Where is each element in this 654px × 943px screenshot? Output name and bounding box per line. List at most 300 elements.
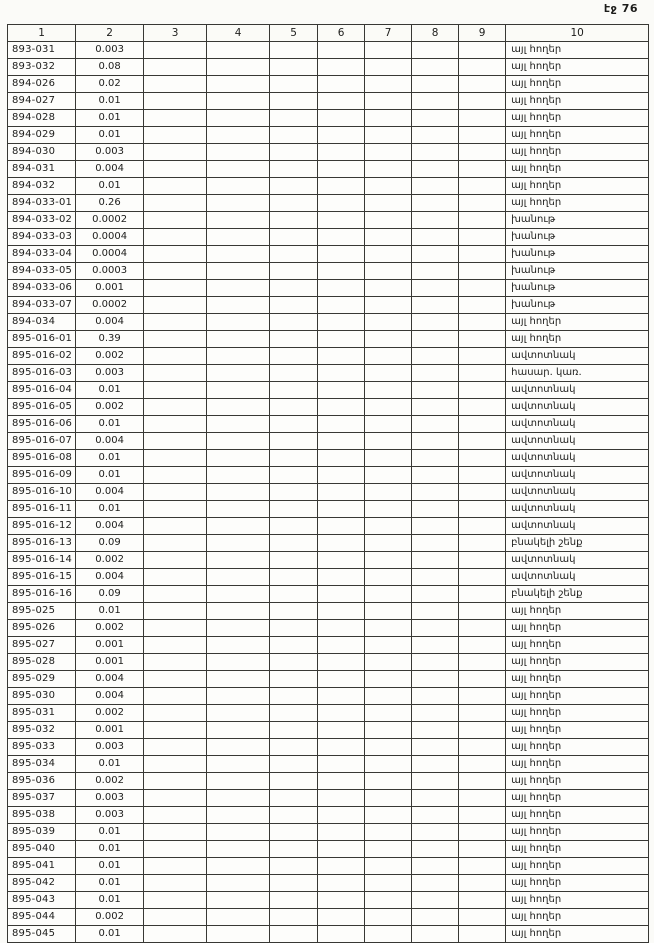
empty-cell [144, 484, 207, 501]
empty-cell [318, 858, 365, 875]
area-value-cell: 0.09 [76, 586, 144, 603]
empty-cell [412, 739, 459, 756]
empty-cell [318, 790, 365, 807]
empty-cell [412, 875, 459, 892]
empty-cell [144, 76, 207, 93]
empty-cell [459, 909, 506, 926]
land-type-cell: այլ հողեր [506, 739, 649, 756]
empty-cell [459, 552, 506, 569]
table-row [8, 229, 649, 246]
area-value-cell: 0.08 [76, 59, 144, 76]
empty-cell [459, 280, 506, 297]
empty-cell [365, 348, 412, 365]
empty-cell [207, 926, 270, 943]
empty-cell [270, 773, 318, 790]
empty-cell [144, 42, 207, 59]
empty-cell [365, 382, 412, 399]
empty-cell [144, 552, 207, 569]
land-type-cell: այլ հողեր [506, 909, 649, 926]
parcel-id-cell: 894-027 [8, 93, 76, 110]
area-value-cell: 0.004 [76, 671, 144, 688]
empty-cell [318, 501, 365, 518]
land-type-cell: այլ հողեր [506, 671, 649, 688]
empty-cell [270, 76, 318, 93]
empty-cell [365, 246, 412, 263]
area-value-cell: 0.004 [76, 569, 144, 586]
empty-cell [207, 161, 270, 178]
empty-cell [144, 331, 207, 348]
empty-cell [144, 603, 207, 620]
empty-cell [318, 93, 365, 110]
empty-cell [270, 229, 318, 246]
empty-cell [144, 450, 207, 467]
empty-cell [144, 161, 207, 178]
parcel-id-cell: 894-033-01 [8, 195, 76, 212]
empty-cell [144, 382, 207, 399]
parcel-id-cell: 895-042 [8, 875, 76, 892]
area-value-cell: 0.004 [76, 161, 144, 178]
table-row [8, 416, 649, 433]
empty-cell [144, 127, 207, 144]
empty-cell [270, 552, 318, 569]
empty-cell [412, 110, 459, 127]
empty-cell [144, 739, 207, 756]
empty-cell [270, 501, 318, 518]
table-row [8, 246, 649, 263]
empty-cell [318, 127, 365, 144]
parcel-id-cell: 895-033 [8, 739, 76, 756]
table-row [8, 892, 649, 909]
empty-cell [412, 603, 459, 620]
parcel-id-cell: 895-016-04 [8, 382, 76, 399]
empty-cell [207, 212, 270, 229]
empty-cell [270, 807, 318, 824]
empty-cell [207, 467, 270, 484]
empty-cell [207, 416, 270, 433]
empty-cell [365, 280, 412, 297]
area-value-cell: 0.01 [76, 756, 144, 773]
parcel-id-cell: 895-036 [8, 773, 76, 790]
empty-cell [318, 739, 365, 756]
empty-cell [144, 229, 207, 246]
empty-cell [270, 739, 318, 756]
empty-cell [207, 314, 270, 331]
empty-cell [318, 654, 365, 671]
empty-cell [270, 841, 318, 858]
table-row [8, 773, 649, 790]
area-value-cell: 0.002 [76, 552, 144, 569]
area-value-cell: 0.0004 [76, 246, 144, 263]
empty-cell [270, 671, 318, 688]
empty-cell [412, 773, 459, 790]
empty-cell [270, 790, 318, 807]
empty-cell [144, 416, 207, 433]
empty-cell [365, 756, 412, 773]
empty-cell [318, 637, 365, 654]
land-type-cell: այլ հողեր [506, 790, 649, 807]
area-value-cell: 0.003 [76, 790, 144, 807]
empty-cell [412, 59, 459, 76]
table-row [8, 382, 649, 399]
table-row [8, 586, 649, 603]
empty-cell [365, 824, 412, 841]
land-type-cell: ավտոտնակ [506, 501, 649, 518]
parcel-id-cell: 894-033-04 [8, 246, 76, 263]
land-type-cell: այլ հողեր [506, 603, 649, 620]
empty-cell [318, 841, 365, 858]
empty-cell [459, 229, 506, 246]
area-value-cell: 0.001 [76, 637, 144, 654]
empty-cell [144, 110, 207, 127]
parcel-id-cell: 895-028 [8, 654, 76, 671]
parcel-id-cell: 895-027 [8, 637, 76, 654]
empty-cell [365, 59, 412, 76]
empty-cell [144, 297, 207, 314]
empty-cell [207, 348, 270, 365]
empty-cell [270, 603, 318, 620]
table-row [8, 552, 649, 569]
empty-cell [318, 688, 365, 705]
empty-cell [207, 892, 270, 909]
area-value-cell: 0.0004 [76, 229, 144, 246]
parcel-id-cell: 893-032 [8, 59, 76, 76]
empty-cell [459, 246, 506, 263]
empty-cell [270, 722, 318, 739]
parcel-id-cell: 894-030 [8, 144, 76, 161]
parcel-id-cell: 894-033-03 [8, 229, 76, 246]
parcel-id-cell: 895-016-12 [8, 518, 76, 535]
empty-cell [459, 705, 506, 722]
parcel-id-cell: 895-016-08 [8, 450, 76, 467]
table-row [8, 603, 649, 620]
land-type-cell: այլ հողեր [506, 688, 649, 705]
empty-cell [144, 790, 207, 807]
table-row [8, 59, 649, 76]
column-header: 7 [365, 25, 412, 42]
parcel-id-cell: 894-029 [8, 127, 76, 144]
empty-cell [412, 484, 459, 501]
empty-cell [207, 586, 270, 603]
empty-cell [365, 586, 412, 603]
column-header: 3 [144, 25, 207, 42]
empty-cell [459, 841, 506, 858]
area-value-cell: 0.01 [76, 467, 144, 484]
empty-cell [270, 688, 318, 705]
empty-cell [318, 399, 365, 416]
empty-cell [207, 399, 270, 416]
table-row [8, 858, 649, 875]
empty-cell [207, 59, 270, 76]
table-row [8, 705, 649, 722]
empty-cell [412, 671, 459, 688]
parcel-id-cell: 894-033-02 [8, 212, 76, 229]
empty-cell [365, 858, 412, 875]
empty-cell [365, 909, 412, 926]
area-value-cell: 0.01 [76, 603, 144, 620]
table-body [8, 42, 649, 943]
empty-cell [459, 263, 506, 280]
empty-cell [412, 348, 459, 365]
table-row [8, 280, 649, 297]
empty-cell [318, 229, 365, 246]
empty-cell [144, 433, 207, 450]
table-row [8, 875, 649, 892]
empty-cell [459, 875, 506, 892]
empty-cell [412, 688, 459, 705]
empty-cell [459, 331, 506, 348]
empty-cell [207, 875, 270, 892]
area-value-cell: 0.01 [76, 178, 144, 195]
empty-cell [365, 654, 412, 671]
land-type-cell: այլ հողեր [506, 620, 649, 637]
land-type-cell: ավտոտնակ [506, 450, 649, 467]
empty-cell [270, 484, 318, 501]
empty-cell [365, 195, 412, 212]
empty-cell [318, 144, 365, 161]
empty-cell [144, 773, 207, 790]
empty-cell [207, 824, 270, 841]
empty-cell [207, 501, 270, 518]
parcel-id-cell: 893-031 [8, 42, 76, 59]
column-header: 10 [506, 25, 649, 42]
empty-cell [365, 314, 412, 331]
empty-cell [270, 59, 318, 76]
empty-cell [270, 416, 318, 433]
empty-cell [412, 314, 459, 331]
empty-cell [318, 280, 365, 297]
empty-cell [365, 212, 412, 229]
empty-cell [207, 790, 270, 807]
empty-cell [207, 671, 270, 688]
area-value-cell: 0.004 [76, 688, 144, 705]
table-row [8, 739, 649, 756]
empty-cell [412, 467, 459, 484]
table-row [8, 790, 649, 807]
empty-cell [207, 42, 270, 59]
area-value-cell: 0.01 [76, 841, 144, 858]
empty-cell [270, 433, 318, 450]
area-value-cell: 0.01 [76, 416, 144, 433]
land-type-cell: խանութ [506, 229, 649, 246]
land-type-cell: ավտոտնակ [506, 518, 649, 535]
empty-cell [412, 926, 459, 943]
table-row [8, 110, 649, 127]
area-value-cell: 0.001 [76, 722, 144, 739]
empty-cell [365, 518, 412, 535]
empty-cell [459, 535, 506, 552]
empty-cell [318, 518, 365, 535]
empty-cell [318, 314, 365, 331]
empty-cell [207, 739, 270, 756]
land-type-cell: ավտոտնակ [506, 433, 649, 450]
parcel-id-cell: 895-016-09 [8, 467, 76, 484]
empty-cell [365, 603, 412, 620]
area-value-cell: 0.002 [76, 620, 144, 637]
table-row [8, 433, 649, 450]
empty-cell [207, 229, 270, 246]
empty-cell [412, 127, 459, 144]
land-type-cell: այլ հողեր [506, 42, 649, 59]
empty-cell [412, 297, 459, 314]
empty-cell [207, 93, 270, 110]
land-type-cell: այլ հողեր [506, 59, 649, 76]
land-type-cell: այլ հողեր [506, 926, 649, 943]
empty-cell [318, 552, 365, 569]
empty-cell [459, 93, 506, 110]
empty-cell [459, 195, 506, 212]
empty-cell [270, 518, 318, 535]
parcel-id-cell: 895-016-05 [8, 399, 76, 416]
empty-cell [318, 178, 365, 195]
table-row [8, 127, 649, 144]
empty-cell [144, 535, 207, 552]
parcel-id-cell: 894-034 [8, 314, 76, 331]
land-type-cell: ավտոտնակ [506, 382, 649, 399]
empty-cell [207, 552, 270, 569]
empty-cell [365, 178, 412, 195]
empty-cell [365, 807, 412, 824]
empty-cell [459, 433, 506, 450]
empty-cell [412, 535, 459, 552]
area-value-cell: 0.004 [76, 518, 144, 535]
empty-cell [365, 484, 412, 501]
empty-cell [459, 484, 506, 501]
empty-cell [459, 144, 506, 161]
area-value-cell: 0.003 [76, 42, 144, 59]
table-row [8, 756, 649, 773]
area-value-cell: 0.01 [76, 501, 144, 518]
empty-cell [270, 212, 318, 229]
column-header: 9 [459, 25, 506, 42]
area-value-cell: 0.003 [76, 144, 144, 161]
empty-cell [270, 161, 318, 178]
empty-cell [412, 280, 459, 297]
empty-cell [144, 144, 207, 161]
table-row [8, 807, 649, 824]
parcel-id-cell: 894-033-06 [8, 280, 76, 297]
empty-cell [270, 705, 318, 722]
empty-cell [318, 263, 365, 280]
empty-cell [459, 807, 506, 824]
empty-cell [365, 229, 412, 246]
land-type-cell: ավտոտնակ [506, 348, 649, 365]
empty-cell [412, 569, 459, 586]
land-type-cell: ավտոտնակ [506, 552, 649, 569]
empty-cell [365, 365, 412, 382]
empty-cell [270, 144, 318, 161]
empty-cell [412, 399, 459, 416]
empty-cell [207, 858, 270, 875]
empty-cell [412, 212, 459, 229]
table-row [8, 841, 649, 858]
empty-cell [144, 858, 207, 875]
empty-cell [412, 824, 459, 841]
parcel-id-cell: 895-037 [8, 790, 76, 807]
column-header: 6 [318, 25, 365, 42]
empty-cell [270, 586, 318, 603]
area-value-cell: 0.02 [76, 76, 144, 93]
area-value-cell: 0.004 [76, 314, 144, 331]
land-type-cell: խանութ [506, 212, 649, 229]
empty-cell [459, 858, 506, 875]
empty-cell [459, 161, 506, 178]
empty-cell [270, 42, 318, 59]
area-value-cell: 0.002 [76, 705, 144, 722]
parcel-id-cell: 895-026 [8, 620, 76, 637]
empty-cell [207, 144, 270, 161]
land-type-cell: այլ հողեր [506, 161, 649, 178]
empty-cell [207, 365, 270, 382]
empty-cell [318, 671, 365, 688]
empty-cell [412, 76, 459, 93]
parcel-id-cell: 895-016-11 [8, 501, 76, 518]
parcel-id-cell: 895-043 [8, 892, 76, 909]
empty-cell [318, 246, 365, 263]
empty-cell [412, 586, 459, 603]
area-value-cell: 0.01 [76, 824, 144, 841]
empty-cell [318, 59, 365, 76]
land-type-cell: այլ հողեր [506, 654, 649, 671]
empty-cell [412, 790, 459, 807]
empty-cell [318, 110, 365, 127]
empty-cell [459, 586, 506, 603]
empty-cell [270, 93, 318, 110]
area-value-cell: 0.01 [76, 127, 144, 144]
land-type-cell: այլ հողեր [506, 841, 649, 858]
table-row [8, 331, 649, 348]
empty-cell [318, 348, 365, 365]
empty-cell [318, 926, 365, 943]
area-value-cell: 0.01 [76, 875, 144, 892]
table-row [8, 535, 649, 552]
parcel-id-cell: 895-025 [8, 603, 76, 620]
empty-cell [365, 671, 412, 688]
empty-cell [459, 467, 506, 484]
land-type-cell: խանութ [506, 280, 649, 297]
empty-cell [365, 161, 412, 178]
land-type-cell: այլ հողեր [506, 314, 649, 331]
empty-cell [270, 110, 318, 127]
empty-cell [144, 807, 207, 824]
empty-cell [412, 246, 459, 263]
empty-cell [144, 195, 207, 212]
empty-cell [318, 586, 365, 603]
empty-cell [365, 739, 412, 756]
empty-cell [459, 501, 506, 518]
land-type-cell: այլ հողեր [506, 144, 649, 161]
empty-cell [270, 127, 318, 144]
empty-cell [318, 467, 365, 484]
empty-cell [459, 790, 506, 807]
empty-cell [459, 382, 506, 399]
empty-cell [144, 620, 207, 637]
area-value-cell: 0.26 [76, 195, 144, 212]
empty-cell [144, 756, 207, 773]
empty-cell [144, 348, 207, 365]
empty-cell [144, 688, 207, 705]
empty-cell [318, 892, 365, 909]
empty-cell [365, 926, 412, 943]
empty-cell [144, 654, 207, 671]
empty-cell [365, 433, 412, 450]
parcel-id-cell: 894-031 [8, 161, 76, 178]
empty-cell [318, 297, 365, 314]
empty-cell [412, 722, 459, 739]
empty-cell [412, 552, 459, 569]
empty-cell [459, 127, 506, 144]
empty-cell [144, 841, 207, 858]
empty-cell [207, 127, 270, 144]
